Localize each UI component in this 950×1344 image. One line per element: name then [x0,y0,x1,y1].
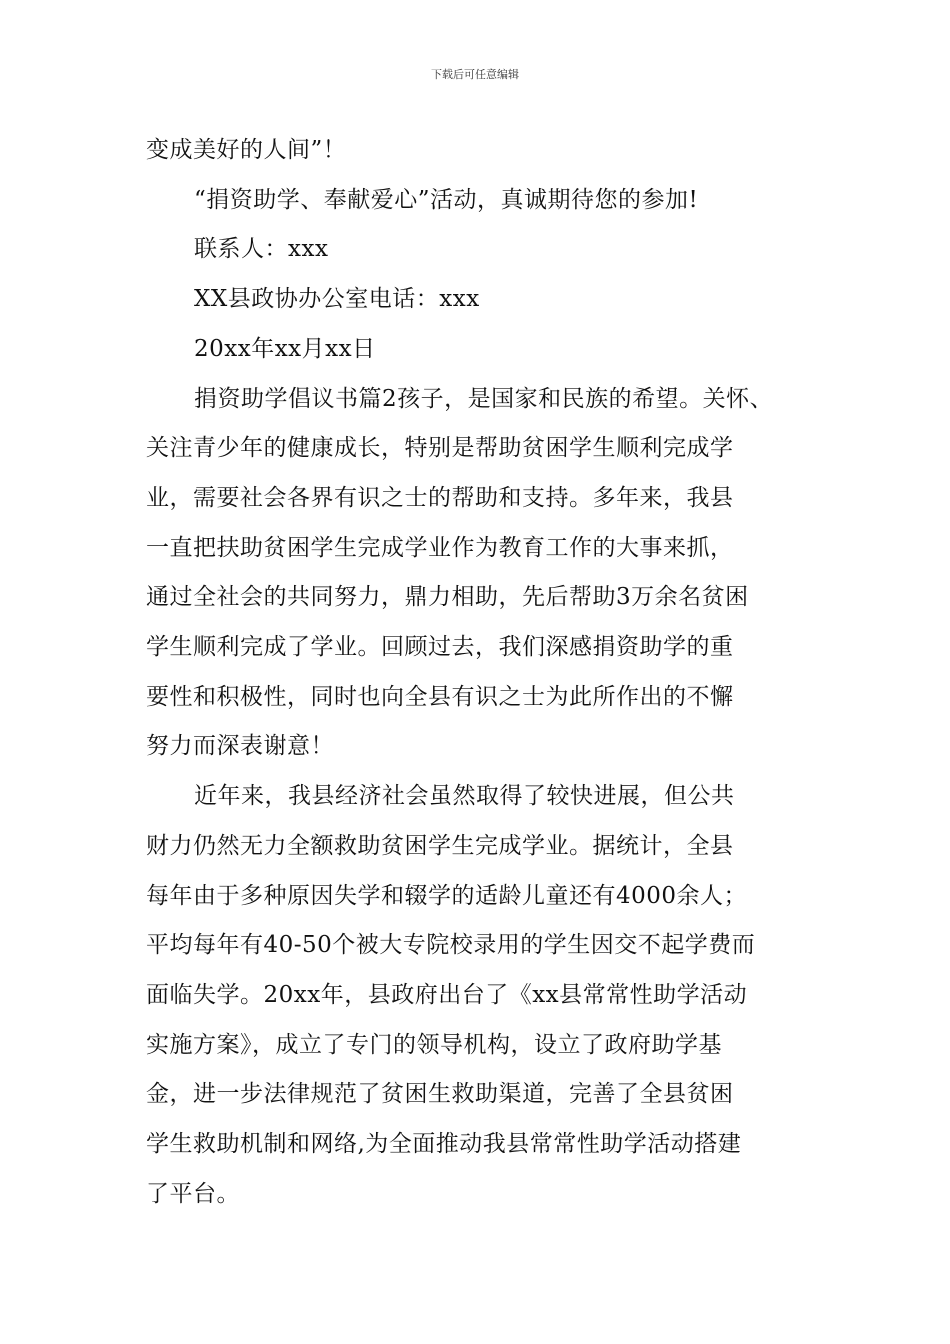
text-line: 关注青少年的健康成长，特别是帮助贫困学生顺利完成学 [146,435,734,462]
text-line: 金，进一步法律规范了贫困生救助渠道，完善了全县贫困 [146,1081,734,1108]
text-line: 20xx年xx月xx日 [194,335,376,362]
text-line: 努力而深表谢意！ [146,733,334,760]
text-line: 学生救助机制和网络,为全面推动我县常常性助学活动搭建 [146,1131,742,1158]
header-note: 下载后可任意编辑 [431,68,519,81]
text-line: 通过全社会的共同努力，鼎力相助，先后帮助3万余名贫困 [146,584,749,611]
text-line: 平均每年有40-50个被大专院校录用的学生因交不起学费而 [146,932,756,959]
text-line: 联系人：xxx [194,236,329,263]
text-line: “捐资助学、奉献爱心”活动，真诚期待您的参加! [194,186,699,213]
text-line: 了平台。 [146,1180,240,1207]
text-line: 近年来，我县经济社会虽然取得了较快进展，但公共 [194,783,735,810]
text-line: 实施方案》，成立了专门的领导机构，设立了政府助学基 [146,1031,722,1058]
text-line: 财力仍然无力全额救助贫困学生完成学业。据统计，全县 [146,832,734,859]
text-line: 要性和积极性，同时也向全县有识之士为此所作出的不懈 [146,683,734,710]
text-line: 每年由于多种原因失学和辍学的适龄儿童还有4000余人； [146,882,748,909]
text-line: 学生顺利完成了学业。回顾过去，我们深感捐资助学的重 [146,634,734,661]
text-line: 业，需要社会各界有识之士的帮助和支持。多年来，我县 [146,484,734,511]
text-line: XX县政协办公室电话：xxx [194,286,480,313]
document-body [146,126,814,1219]
text-line: 变成美好的人间”！ [146,137,347,163]
text-line: 一直把扶助贫困学生完成学业作为教育工作的大事来抓， [146,534,734,561]
text-line: 面临失学。20xx年，县政府出台了《xx县常常性助学活动 [146,981,748,1008]
text-line: 捐资助学倡议书篇2孩子，是国家和民族的希望。关怀、 [194,385,774,412]
